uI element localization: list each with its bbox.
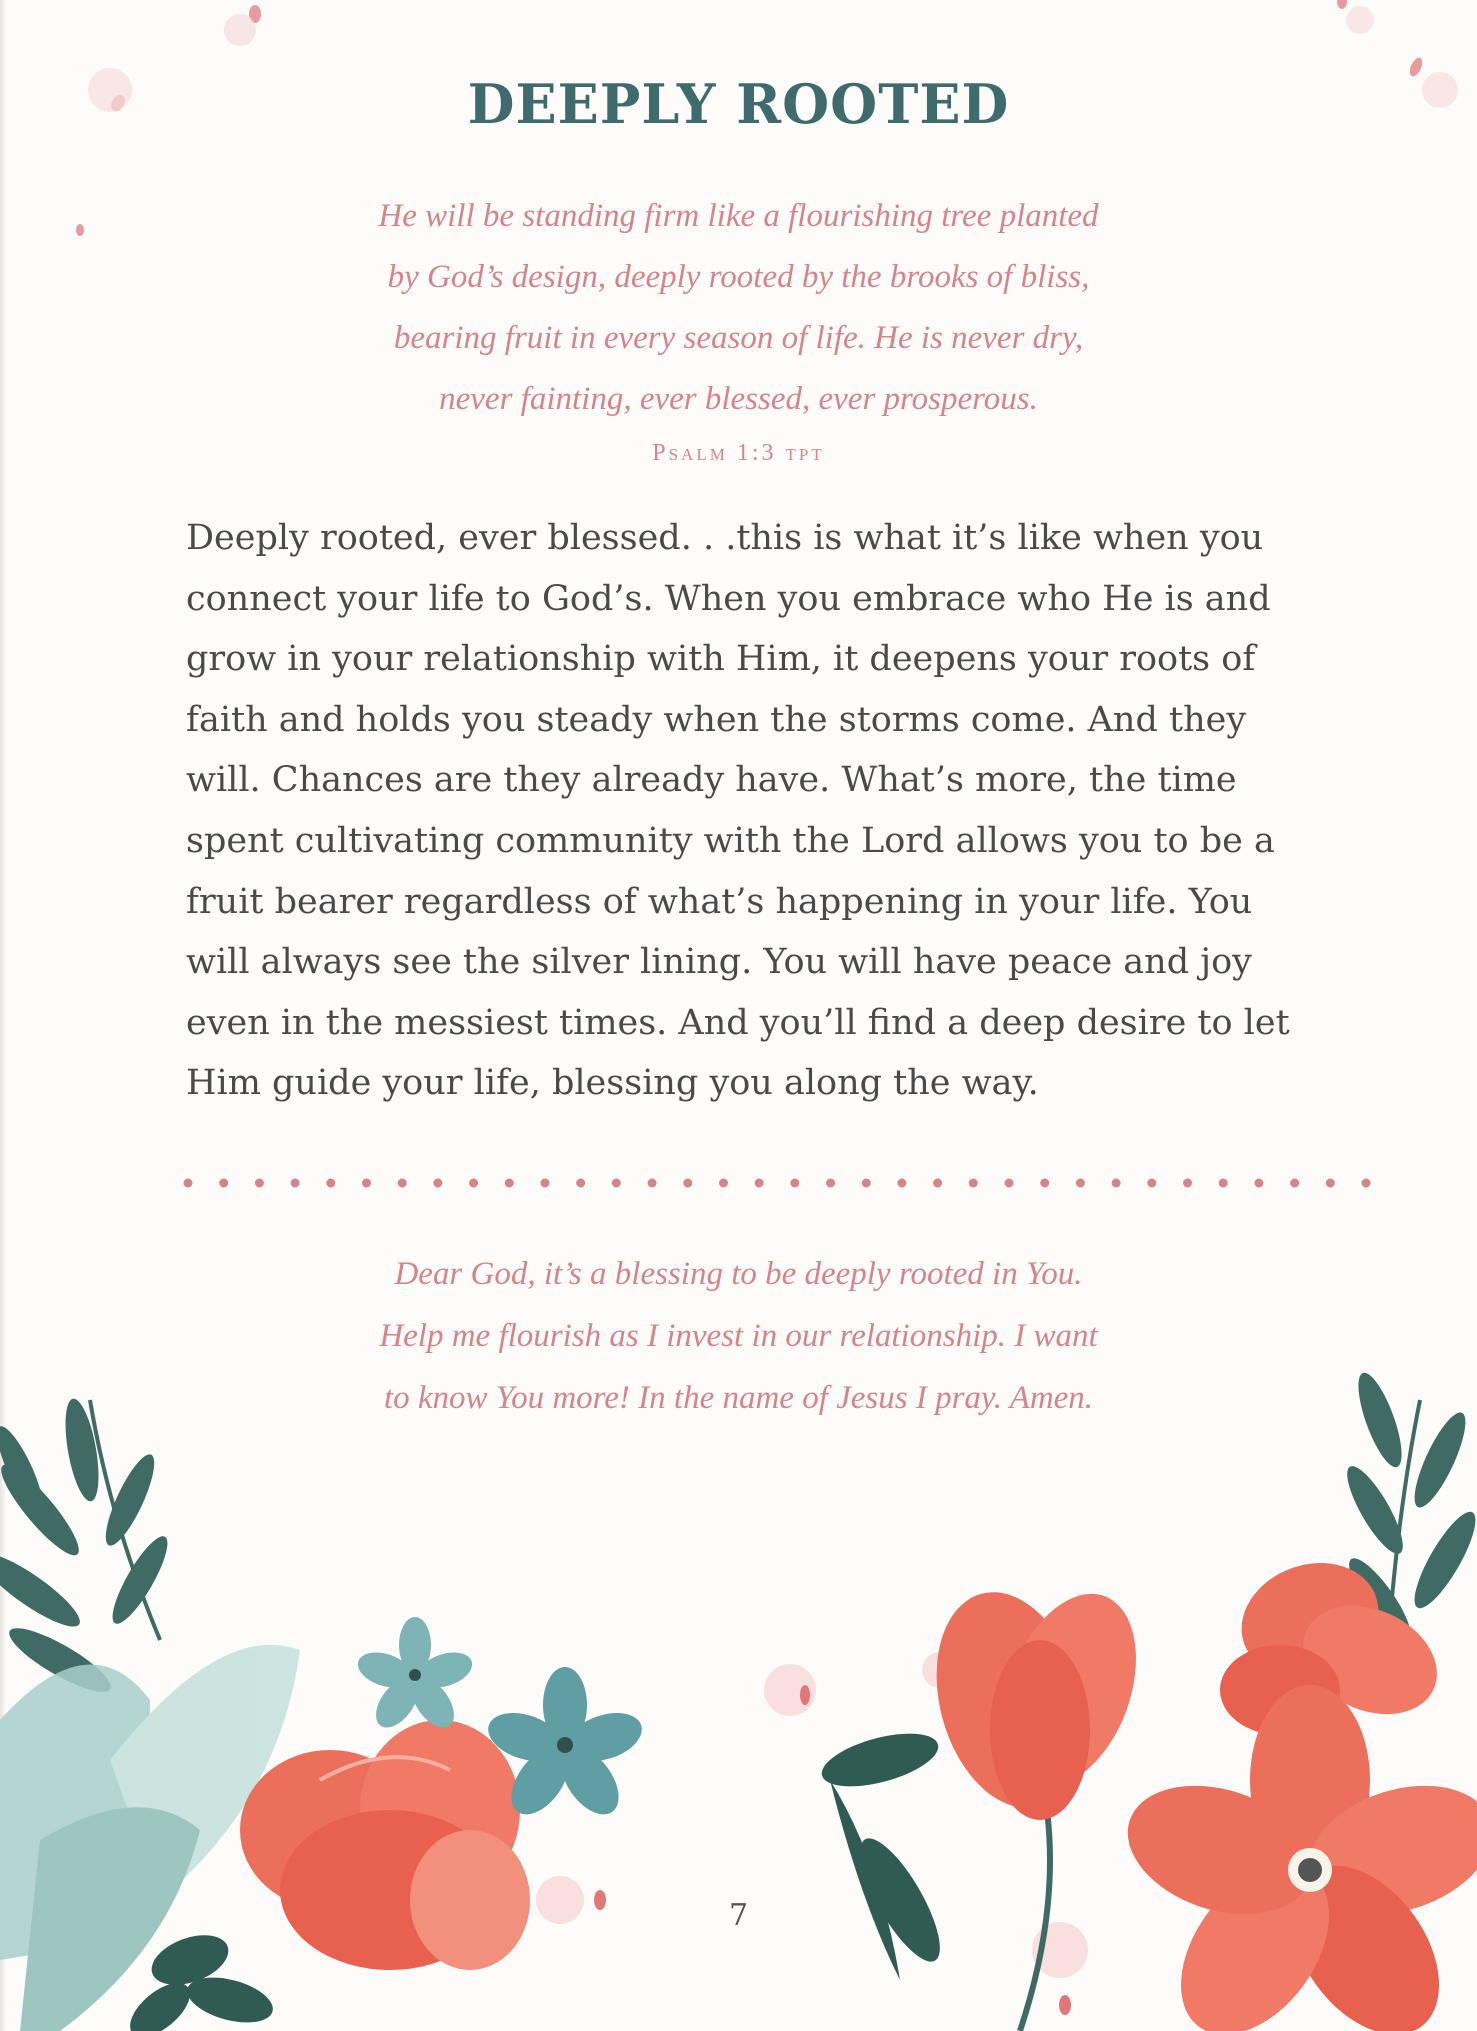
body-line: connect your life to God’s. When you embrace who He is and: [186, 578, 1271, 619]
divider-dot: [969, 1179, 978, 1188]
body-line: Him guide your life, blessing you along the way.: [186, 1063, 1039, 1104]
body-line: will always see the silver lining. You will have peace and joy: [186, 942, 1252, 983]
body-line: fruit bearer regardless of what’s happening in your life. You: [186, 881, 1253, 922]
verse-line: bearing fruit in every season of life. He is never dry,: [393, 320, 1084, 356]
body-line: will. Chances are they already have. What’s more, the time: [186, 760, 1237, 801]
leaf-branch-icon: [0, 1396, 176, 1702]
divider-dot: [362, 1179, 371, 1188]
divider-dot: [255, 1179, 264, 1188]
dotted-divider: [182, 1175, 1372, 1191]
prayer-line: Dear God, it’s a blessing to be deeply rooted in You.: [394, 1256, 1083, 1292]
prayer: [200, 1243, 1277, 1429]
divider-dot: [1362, 1179, 1371, 1188]
verse-line: He will be standing firm like a flourishing tree planted: [378, 198, 1099, 234]
divider-dot: [576, 1179, 585, 1188]
devotional-body: [186, 508, 1376, 1114]
divider-dot: [1147, 1179, 1156, 1188]
teal-flower-icon: [353, 1617, 648, 1825]
divider-dot: [1326, 1179, 1335, 1188]
divider-dot: [897, 1179, 906, 1188]
divider-dot: [1183, 1179, 1192, 1188]
divider-dot: [683, 1179, 692, 1188]
divider-dot: [540, 1179, 549, 1188]
page-number: 7: [728, 1898, 749, 1933]
tulip-icon: [914, 1576, 1161, 2031]
divider-dot: [1112, 1179, 1121, 1188]
body-line: faith and holds you steady when the storms come. And they: [186, 699, 1247, 740]
divider-dot: [291, 1179, 300, 1188]
page-edge: [0, 0, 6, 2031]
divider-dot: [505, 1179, 514, 1188]
verse-line: never fainting, ever blessed, ever prosperous.: [439, 381, 1038, 417]
divider-dot: [933, 1179, 942, 1188]
divider-dot: [1005, 1179, 1014, 1188]
scripture-verse: [200, 186, 1277, 430]
divider-dot: [719, 1179, 728, 1188]
divider-dot: [433, 1179, 442, 1188]
divider-dot: [862, 1179, 871, 1188]
mint-leaves: [0, 1645, 300, 2031]
divider-dot: [790, 1179, 799, 1188]
page-title: DEEPLY ROOTED: [467, 72, 1010, 136]
divider-dot: [1219, 1179, 1228, 1188]
divider-dot: [648, 1179, 657, 1188]
leaf-branch-icon: [121, 1926, 278, 2031]
body-line: grow in your relationship with Him, it deepens your roots of: [186, 639, 1256, 680]
leaf-branch-icon: [1338, 1368, 1477, 1649]
divider-dot: [1076, 1179, 1085, 1188]
divider-dot: [184, 1179, 193, 1188]
coral-flower-icon: [1111, 1685, 1477, 2031]
divider-dot: [469, 1179, 478, 1188]
body-line: spent cultivating community with the Lord allows you to be a: [186, 820, 1275, 861]
divider-dot: [219, 1179, 228, 1188]
prayer-line: Help me flourish as I invest in our relationship. I want: [379, 1318, 1098, 1354]
verse-reference: Psalm 1:3 tpt: [652, 440, 825, 466]
coral-flower-icon: [1220, 1544, 1455, 1735]
divider-dot: [612, 1179, 621, 1188]
prayer-line: to know You more! In the name of Jesus I pray. Amen.: [383, 1380, 1094, 1416]
body-line: even in the messiest times. And you’ll find a deep desire to let: [186, 1002, 1290, 1043]
divider-dot: [1040, 1179, 1049, 1188]
verse-line: by God’s design, deeply rooted by the brooks of bliss,: [387, 259, 1090, 295]
divider-dot: [1254, 1179, 1263, 1188]
divider-dot: [826, 1179, 835, 1188]
body-line: Deeply rooted, ever blessed. . .this is what it’s like when you: [186, 518, 1264, 558]
divider-dot: [1290, 1179, 1299, 1188]
divider-dot: [755, 1179, 764, 1188]
divider-dot: [398, 1179, 407, 1188]
divider-dot: [326, 1179, 335, 1188]
